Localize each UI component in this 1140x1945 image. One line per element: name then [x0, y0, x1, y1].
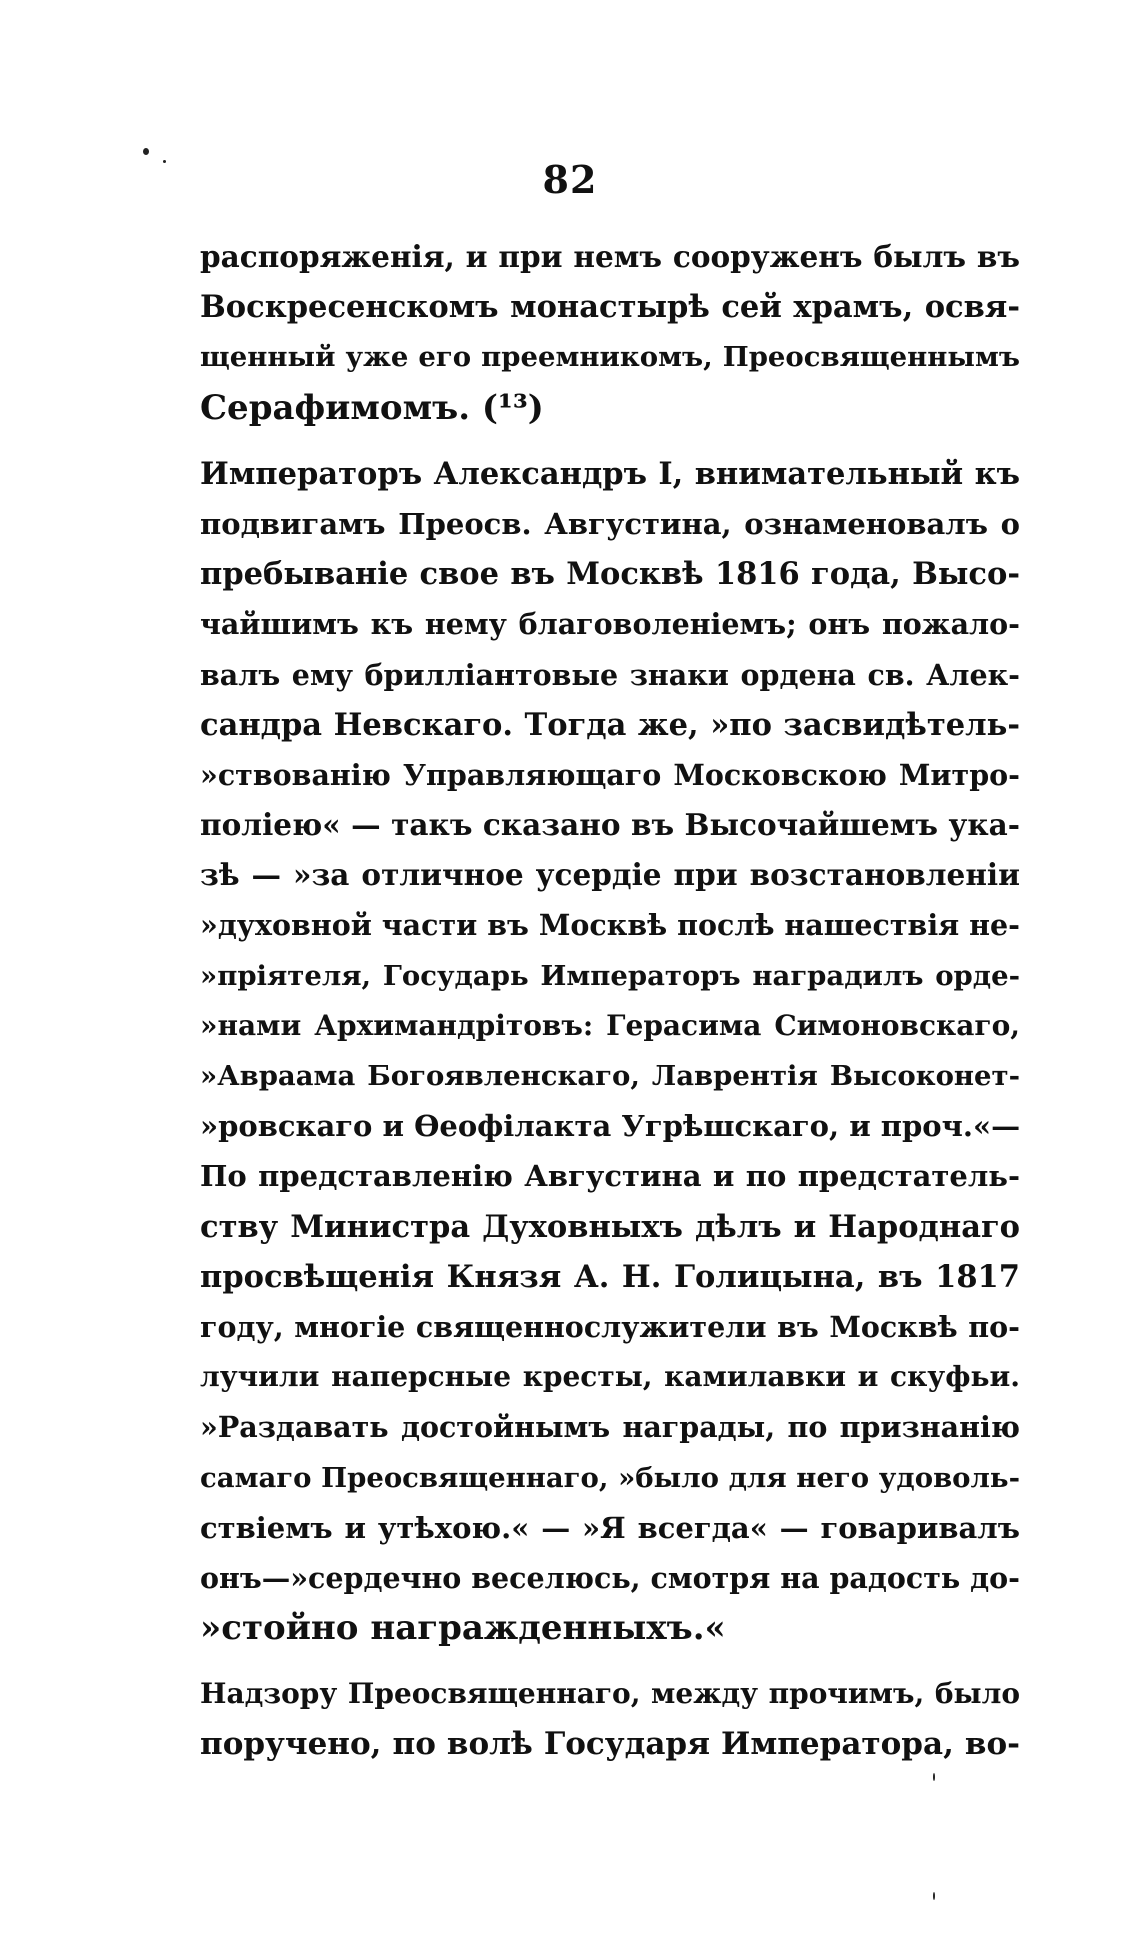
text-line: щенный уже его преемникомъ, Преосвященнымъ [200, 341, 1020, 374]
print-speck [933, 1892, 935, 1900]
text-line: поліею« — такъ сказано въ Высочайшемъ ука- [200, 807, 1020, 843]
text-line: »Раздавать достойнымъ награды, по признанію [200, 1410, 1020, 1445]
text-line: году, многіе священнослужители въ Москвѣ по- [200, 1309, 1020, 1344]
text-line: »ровскаго и Ѳеофілакта Угрѣшскаго, и проч.«— [200, 1109, 1020, 1144]
text-line: »Авраама Богоявленскаго, Лаврентія Высоконет- [200, 1060, 1020, 1092]
text-line: зѣ — »за отличное усердіе при возстановленіи [200, 857, 1020, 893]
text-line: валъ ему брилліантовые знаки ордена св. Алек- [200, 657, 1020, 692]
text-line: просвѣщенія Князя А. Н. Голицына, въ 1817 [200, 1258, 1020, 1295]
paragraph [200, 232, 1020, 433]
text-line: Серафимомъ. (¹³) [200, 387, 544, 428]
text-line: самаго Преосвященнаго, »было для него удоволь- [200, 1461, 1020, 1494]
text-line: »пріятеля, Государь Императоръ наградилъ орде- [200, 959, 1020, 992]
text-line: ству Министра Духовныхъ дѣлъ и Народнаго [200, 1208, 1020, 1245]
text-line: Надзору Преосвященнаго, между прочимъ, было [200, 1677, 1020, 1711]
paragraph [200, 449, 1020, 1654]
text-line: По представленію Августина и по предстатель- [200, 1159, 1020, 1194]
paragraph [200, 1669, 1020, 1769]
text-line: Императоръ Александръ I, внимательный къ [200, 455, 1020, 492]
body-text [200, 232, 1020, 1770]
text-line: чайшимъ къ нему благоволеніемъ; онъ пожало- [200, 607, 1020, 642]
text-line: онъ—»сердечно веселюсь, смотря на радость до- [200, 1560, 1020, 1595]
text-line: лучили наперсные кресты, камилавки и скуфьи. [200, 1360, 1020, 1394]
text-line: ствіемъ и утѣхою.« — »Я всегда« — говаривалъ [200, 1510, 1020, 1545]
print-speck [143, 148, 149, 155]
text-line: распоряженія, и при немъ сооруженъ былъ въ [200, 239, 1020, 274]
text-line: Воскресенскомъ монастырѣ сей храмъ, освя- [200, 289, 1020, 326]
page-number: 82 [542, 157, 598, 202]
text-line: »духовной части въ Москвѣ послѣ нашествія не- [200, 908, 1020, 943]
text-line: подвигамъ Преосв. Августина, ознаменовалъ о [200, 506, 1020, 541]
text-line: »стойно награжденныхъ.« [200, 1608, 726, 1649]
text-line: »нами Архимандрітовъ: Герасима Симоновскаго, [200, 1008, 1020, 1042]
text-line: поручено, по волѣ Государя Императора, во- [200, 1726, 1020, 1763]
text-line: пребываніе свое въ Москвѣ 1816 года, Высо- [200, 556, 1020, 593]
print-speck [933, 1773, 935, 1781]
text-line: сандра Невскаго. Тогда же, »по засвидѣтель- [200, 706, 1020, 743]
text-line: »ствованію Управляющаго Московскою Митро- [200, 757, 1020, 792]
